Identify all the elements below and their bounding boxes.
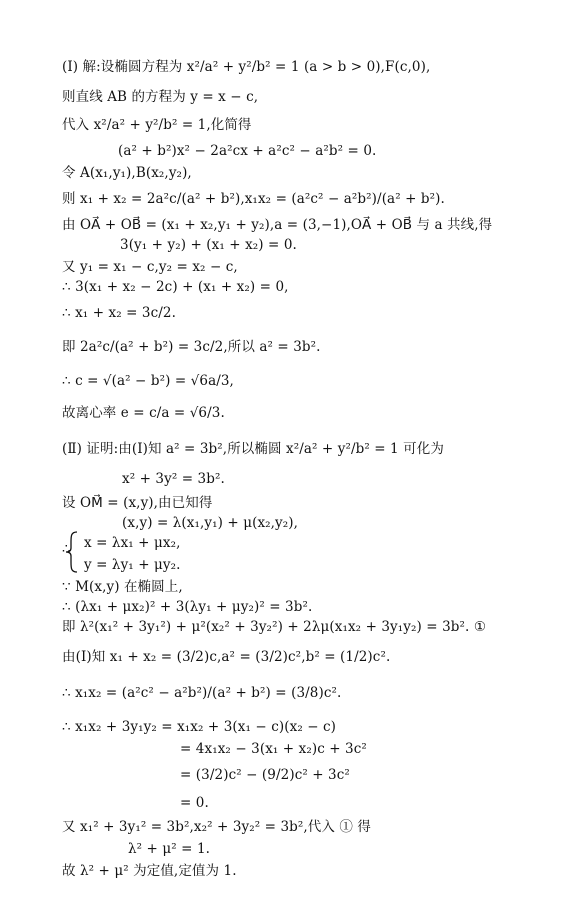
points-definition: 令 A(x₁,y₁),B(x₂,y₂),	[62, 165, 192, 181]
expression-line: ∴ x₁x₂ + 3y₁y₂ = x₁x₂ + 3(x₁ − c)(x₂ − c)	[62, 719, 337, 735]
part1-heading-line: (Ⅰ) 解:设椭圆方程为 x²/a² + y²/b² = 1 (a > b > 0),F(c,0),	[62, 59, 431, 75]
lambda-mu-sum-line: λ² + μ² = 1.	[128, 841, 211, 857]
expression-step-2: = (3/2)c² − (9/2)c² + 3c²	[180, 767, 350, 783]
c-value-line: ∴ c = √(a² − b²) = √6a/3,	[62, 373, 234, 389]
therefore-line-1: ∴ 3(x₁ + x₂ − 2c) + (x₁ + x₂) = 0,	[62, 279, 289, 295]
therefore-symbol: ∴	[62, 541, 71, 557]
substitution-line: 代入 x²/a² + y²/b² = 1,化简得	[62, 117, 252, 133]
line-ab-equation: 则直线 AB 的方程为 y = x − c,	[62, 89, 259, 105]
part1-results-line: 由(Ⅰ)知 x₁ + x₂ = (3/2)c,a² = (3/2)c²,b² = (1/2)c².	[62, 649, 391, 665]
y-substitution-line: 又 y₁ = x₁ − c,y₂ = x₂ − c,	[62, 259, 238, 275]
conclusion-line: 故 λ² + μ² 为定值,定值为 1.	[62, 863, 237, 879]
left-brace-icon	[62, 530, 82, 574]
system-y-line: y = λy₁ + μy₂.	[84, 557, 181, 573]
eccentricity-line: 故离心率 e = c/a = √6/3.	[62, 405, 225, 421]
part2-heading-line: (Ⅱ) 证明:由(Ⅰ)知 a² = 3b²,所以椭圆 x²/a² + y²/b² = 1 可化为	[62, 441, 444, 457]
quadratic-equation: (a² + b²)x² − 2a²cx + a²c² − a²b² = 0.	[118, 143, 377, 159]
equation-one-line: 即 λ²(x₁² + 3y₁²) + μ²(x₂² + 3y₂²) + 2λμ(x₁x₂ + 3y₁y₂) = 3b². ①	[62, 619, 487, 635]
lambda-mu-combination: (x,y) = λ(x₁,y₁) + μ(x₂,y₂),	[122, 515, 299, 531]
vieta-line: 则 x₁ + x₂ = 2a²c/(a² + b²),x₁x₂ = (a²c² − a²b²)/(a² + b²).	[62, 191, 445, 207]
expanded-ellipse-line: ∴ (λx₁ + μx₂)² + 3(λy₁ + μy₂)² = 3b².	[62, 599, 313, 615]
substitute-line: 又 x₁² + 3y₁² = 3b²,x₂² + 3y₂² = 3b²,代入 ① 得	[62, 819, 371, 835]
x1x2-value-line: ∴ x₁x₂ = (a²c² − a²b²)/(a² + b²) = (3/8)c².	[62, 685, 342, 701]
therefore-line-2: ∴ x₁ + x₂ = 3c/2.	[62, 305, 176, 321]
expression-step-3: = 0.	[180, 795, 209, 811]
om-vector-line: 设 OM⃗ = (x,y),由已知得	[62, 495, 213, 511]
system-x-line: x = λx₁ + μx₂,	[84, 535, 181, 551]
expression-step-1: = 4x₁x₂ − 3(x₁ + x₂)c + 3c²	[180, 741, 367, 757]
ie-line: 即 2a²c/(a² + b²) = 3c/2,所以 a² = 3b².	[62, 339, 321, 355]
vector-collinear-line: 由 OA⃗ + OB⃗ = (x₁ + x₂,y₁ + y₂),a = (3,−1),OA⃗ + OB⃗ 与 a 共线,得	[62, 217, 493, 233]
m-on-ellipse-line: ∵ M(x,y) 在椭圆上,	[62, 579, 183, 595]
collinear-equation: 3(y₁ + y₂) + (x₁ + x₂) = 0.	[120, 237, 297, 253]
ellipse-simplified: x² + 3y² = 3b².	[122, 471, 225, 487]
